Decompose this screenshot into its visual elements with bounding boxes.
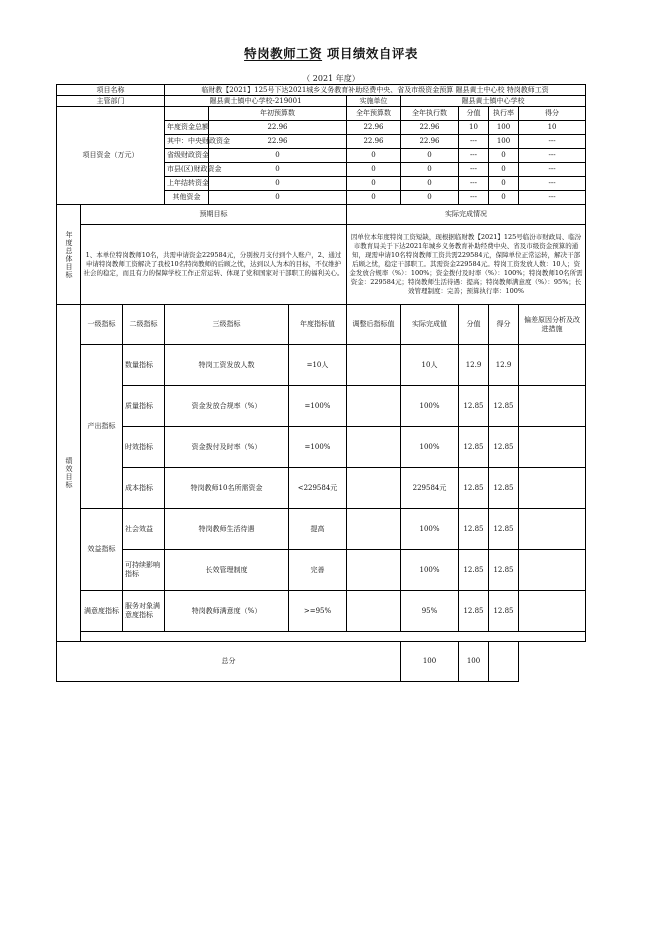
funds-score: --- xyxy=(519,163,586,177)
ind-level3: 长效管理制度 xyxy=(165,550,289,591)
ind-level3: 特岗工资发放人数 xyxy=(165,345,289,386)
ind-adjusted xyxy=(347,345,401,386)
ind-header-target: 年度指标值 xyxy=(289,305,347,345)
funds-score: --- xyxy=(519,135,586,149)
department-row xyxy=(57,96,586,107)
funds-rate: 0 xyxy=(489,191,519,205)
ind-level3: 特岗教师10名所需资金 xyxy=(165,468,289,509)
dept-value: 隰县黄土镇中心学校-219001 xyxy=(165,96,347,107)
spacer-cell xyxy=(81,632,586,642)
ind-score-value: 12.85 xyxy=(459,550,489,591)
funds-executed: 22.96 xyxy=(401,135,459,149)
title-underlined: 特岗教师工资 xyxy=(244,46,323,61)
ind-level2: 服务对象满意度指标 xyxy=(123,591,165,632)
ind-header-score: 得分 xyxy=(489,305,519,345)
funds-executed: 0 xyxy=(401,149,459,163)
ind-target: <229584元 xyxy=(289,468,347,509)
ind-reason xyxy=(519,591,586,632)
funds-budget-initial: 0 xyxy=(209,191,347,205)
funds-label: 项目资金（万元） xyxy=(57,107,165,205)
funds-header-budget-initial: 年初预算数 xyxy=(209,107,347,121)
ind-header-score-value: 分值 xyxy=(459,305,489,345)
ind-score-value: 12.85 xyxy=(459,509,489,550)
funds-row-label: 省级财政资金 xyxy=(165,149,209,163)
indicator-row xyxy=(57,550,586,591)
ind-score: 12.85 xyxy=(489,468,519,509)
funds-blank xyxy=(165,107,209,121)
indicator-row xyxy=(57,591,586,632)
funds-budget-initial: 0 xyxy=(209,177,347,191)
goals-actual-text: 因单位本年度特岗工资短缺，现根据临财教【2021】125号临汾市财政局、临汾市教育局关于下达2021年城乡义务教育补助经费中央、省及市级资金预算的通知，现需申请10名特岗教师工资共需229584元，保障单位正常运转，解决干部后顾之忧，稳定干部职工。其需资金229584元。特岗工资发放人数：10人；资金发放合规率（%）：100%；资金拨付及时率（%）：100%；特岗教师10名所需资金：229584元；特岗教师生活待遇：提高；特岗教师满意度（%）：95%；长效管理制度：完善；预算执行率：100% xyxy=(347,225,586,305)
funds-header-budget-full: 全年预算数 xyxy=(347,107,401,121)
project-name-value: 临财教【2021】125号下达2021城乡义务教育补助经费中央、省及市级资金预算 隰县黄土中心校 特岗教师工资 xyxy=(165,85,586,96)
indicator-row xyxy=(57,468,586,509)
funds-header-rate: 执行率 xyxy=(489,107,519,121)
funds-row-label: 年度资金总额 xyxy=(165,121,209,135)
ind-score: 12.85 xyxy=(489,427,519,468)
ind-level3: 资金发放合规率（%） xyxy=(165,386,289,427)
indicator-row xyxy=(57,386,586,427)
funds-budget-initial: 22.96 xyxy=(209,121,347,135)
funds-rate: 100 xyxy=(489,121,519,135)
year-label: （ 2021 年度） xyxy=(302,74,360,83)
funds-score-value: --- xyxy=(459,149,489,163)
ind-score: 12.85 xyxy=(489,591,519,632)
ind-header-adjusted: 调整后指标值 xyxy=(347,305,401,345)
total-score-value: 100 xyxy=(401,642,459,682)
ind-level1: 产出指标 xyxy=(81,345,123,509)
spacer-row xyxy=(57,632,586,642)
goals-header-row xyxy=(57,205,586,225)
funds-score-value: --- xyxy=(459,177,489,191)
impl-label: 实施单位 xyxy=(347,96,401,107)
ind-adjusted xyxy=(347,427,401,468)
ind-reason xyxy=(519,345,586,386)
impl-value: 隰县黄土镇中心学校 xyxy=(401,96,586,107)
ind-header-level2: 二级指标 xyxy=(123,305,165,345)
ind-score: 12.85 xyxy=(489,550,519,591)
ind-target: 提高 xyxy=(289,509,347,550)
funds-score-value: --- xyxy=(459,163,489,177)
ind-score-value: 12.85 xyxy=(459,468,489,509)
ind-level2: 社会效益 xyxy=(123,509,165,550)
ind-target: =100% xyxy=(289,386,347,427)
funds-row-label: 市县(区)财政资金 xyxy=(165,163,209,177)
ind-level2: 质量指标 xyxy=(123,386,165,427)
ind-level3: 特岗教师满意度（%） xyxy=(165,591,289,632)
ind-score: 12.85 xyxy=(489,386,519,427)
ind-reason xyxy=(519,386,586,427)
ind-level3: 特岗教师生活待遇 xyxy=(165,509,289,550)
funds-score-value: --- xyxy=(459,135,489,149)
ind-actual: 229584元 xyxy=(401,468,459,509)
ind-level2: 数量指标 xyxy=(123,345,165,386)
ind-target: >=95% xyxy=(289,591,347,632)
dept-label: 主管部门 xyxy=(57,96,165,107)
ind-score-value: 12.85 xyxy=(459,591,489,632)
ind-level1: 效益指标 xyxy=(81,509,123,591)
funds-row-label: 上年结转资金 xyxy=(165,177,209,191)
evaluation-table xyxy=(56,84,586,682)
goals-content-row xyxy=(57,225,586,305)
ind-actual: 100% xyxy=(401,427,459,468)
total-reason xyxy=(489,642,519,682)
funds-budget-full: 0 xyxy=(347,163,401,177)
funds-budget-initial: 0 xyxy=(209,163,347,177)
ind-reason xyxy=(519,509,586,550)
funds-score-value: --- xyxy=(459,191,489,205)
funds-budget-full: 22.96 xyxy=(347,121,401,135)
ind-target: 完善 xyxy=(289,550,347,591)
ind-adjusted xyxy=(347,386,401,427)
funds-budget-full: 0 xyxy=(347,191,401,205)
ind-score: 12.9 xyxy=(489,345,519,386)
total-score: 100 xyxy=(459,642,489,682)
ind-actual: 100% xyxy=(401,386,459,427)
ind-target: =10人 xyxy=(289,345,347,386)
funds-budget-full: 0 xyxy=(347,149,401,163)
indicators-label: 绩效目标 xyxy=(57,305,81,642)
goals-expected-text: 1、本单位特岗教师10名，共需申请资金229584元，分别按月支付到个人账户，2、通过申请特岗教师工资解决了我校10名特岗教师的后顾之忧，达到以人为本的目标，不仅维护社会的稳定，而且有力的保障学校工作正常运转、体现了党和国家对干部职工的福利关心。 xyxy=(81,225,347,305)
ind-level2: 成本指标 xyxy=(123,468,165,509)
indicator-row xyxy=(57,345,586,386)
indicator-row xyxy=(57,427,586,468)
funds-header-row xyxy=(57,107,586,121)
funds-header-executed: 全年执行数 xyxy=(401,107,459,121)
indicator-row xyxy=(57,509,586,550)
ind-actual: 100% xyxy=(401,509,459,550)
ind-adjusted xyxy=(347,468,401,509)
ind-actual: 10人 xyxy=(401,345,459,386)
ind-score-value: 12.9 xyxy=(459,345,489,386)
funds-rate: 0 xyxy=(489,177,519,191)
project-name-row xyxy=(57,85,586,96)
funds-executed: 0 xyxy=(401,191,459,205)
funds-budget-initial: 0 xyxy=(209,149,347,163)
total-row xyxy=(57,642,586,682)
ind-reason xyxy=(519,550,586,591)
page-title xyxy=(0,44,662,62)
ind-adjusted xyxy=(347,509,401,550)
funds-budget-full: 0 xyxy=(347,177,401,191)
goals-expected-header: 预期目标 xyxy=(81,205,347,225)
funds-rate: 100 xyxy=(489,135,519,149)
funds-score: --- xyxy=(519,191,586,205)
funds-rate: 0 xyxy=(489,149,519,163)
goals-label: 年度总体目标 xyxy=(57,205,81,305)
ind-header-level1: 一级指标 xyxy=(81,305,123,345)
ind-header-reason: 偏差原因分析及改进措施 xyxy=(519,305,586,345)
funds-budget-initial: 22.96 xyxy=(209,135,347,149)
ind-header-actual: 实际完成值 xyxy=(401,305,459,345)
funds-executed: 0 xyxy=(401,177,459,191)
total-label: 总分 xyxy=(57,642,401,682)
ind-reason xyxy=(519,468,586,509)
funds-row-label: 其他资金 xyxy=(165,191,209,205)
funds-budget-full: 22.96 xyxy=(347,135,401,149)
ind-header-level3: 三级指标 xyxy=(165,305,289,345)
ind-actual: 100% xyxy=(401,550,459,591)
funds-score: 10 xyxy=(519,121,586,135)
ind-reason xyxy=(519,427,586,468)
ind-level2: 可持续影响指标 xyxy=(123,550,165,591)
project-name-label: 项目名称 xyxy=(57,85,165,96)
funds-rate: 0 xyxy=(489,163,519,177)
funds-header-score: 得分 xyxy=(519,107,586,121)
ind-adjusted xyxy=(347,550,401,591)
ind-target: =100% xyxy=(289,427,347,468)
funds-score: --- xyxy=(519,177,586,191)
funds-executed: 22.96 xyxy=(401,121,459,135)
indicators-header-row xyxy=(57,305,586,345)
ind-score-value: 12.85 xyxy=(459,427,489,468)
funds-row-label: 其中：中央财政资金 xyxy=(165,135,209,149)
title-rest: 项目绩效自评表 xyxy=(322,46,418,61)
funds-header-score-value: 分值 xyxy=(459,107,489,121)
funds-score: --- xyxy=(519,149,586,163)
ind-adjusted xyxy=(347,591,401,632)
ind-level3: 资金拨付及时率（%） xyxy=(165,427,289,468)
ind-level1: 满意度指标 xyxy=(81,591,123,632)
goals-actual-header: 实际完成情况 xyxy=(347,205,586,225)
ind-score-value: 12.85 xyxy=(459,386,489,427)
ind-level2: 时效指标 xyxy=(123,427,165,468)
funds-executed: 0 xyxy=(401,163,459,177)
ind-actual: 95% xyxy=(401,591,459,632)
funds-score-value: 10 xyxy=(459,121,489,135)
ind-score: 12.85 xyxy=(489,509,519,550)
